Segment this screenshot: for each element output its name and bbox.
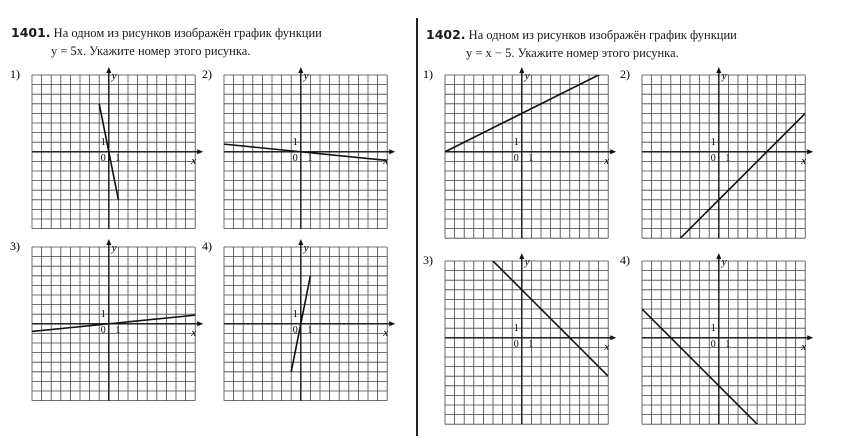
figure-number: 3) (423, 253, 433, 267)
y-axis-arrow (298, 239, 303, 245)
y-unit-label: 1 (100, 309, 106, 321)
y-axis-label: y (721, 70, 727, 82)
x-unit-label: 1 (725, 152, 731, 164)
figure-number: 4) (620, 253, 630, 267)
graph-1401-3 (10, 236, 210, 406)
x-unit-label: 1 (528, 338, 534, 350)
x-axis-label: x (604, 340, 610, 353)
figure-number: 1) (423, 67, 433, 81)
problem-1401-line1 (11, 24, 406, 42)
problem-1401-line2: y = 5x. Укажите номер этого рисунка. (51, 44, 251, 58)
x-axis-arrow (389, 149, 395, 154)
problem-1402-line2: y = x − 5. Укажите номер этого рисунка. (466, 46, 679, 60)
origin-label: 0 (100, 324, 106, 336)
figure-number: 2) (620, 67, 630, 81)
y-axis-arrow (716, 253, 721, 259)
figure-number: 2) (202, 67, 212, 81)
problem-1402-number: 1402. (426, 27, 466, 42)
problem-1402-line1 (426, 26, 821, 44)
figure-number: 4) (202, 239, 212, 253)
graph-1401-2 (202, 64, 402, 234)
y-axis-label: y (111, 70, 117, 82)
origin-label: 0 (710, 338, 716, 350)
x-axis-label: x (191, 326, 197, 339)
grid (445, 261, 608, 424)
grid (642, 75, 805, 238)
figure-number: 1) (10, 67, 20, 81)
y-axis-arrow (106, 239, 111, 245)
y-axis-label: y (303, 242, 309, 254)
x-axis-arrow (610, 335, 616, 340)
y-axis-label: y (721, 256, 727, 268)
origin-label: 0 (513, 338, 519, 350)
y-unit-label: 1 (292, 137, 298, 149)
problem-1401-number: 1401. (11, 25, 51, 40)
x-axis-arrow (610, 149, 616, 154)
y-axis-arrow (519, 67, 524, 73)
x-axis-arrow (807, 149, 813, 154)
x-unit-label: 1 (725, 338, 731, 350)
y-unit-label: 1 (710, 137, 716, 149)
x-axis-label: x (801, 340, 807, 353)
problem-1402-text1: На одном из рисунков изображён график функции (468, 28, 737, 42)
x-unit-label: 1 (307, 152, 313, 164)
origin-label: 0 (513, 152, 519, 164)
grid (445, 75, 608, 238)
y-axis-label: y (524, 70, 530, 82)
x-axis-label: x (191, 154, 197, 167)
y-axis-label: y (303, 70, 309, 82)
graph-1402-1 (423, 64, 623, 240)
origin-label: 0 (292, 152, 298, 164)
origin-label: 0 (100, 152, 106, 164)
origin-label: 0 (292, 324, 298, 336)
y-unit-label: 1 (100, 137, 106, 149)
y-axis-arrow (106, 67, 111, 73)
graph-1401-4 (202, 236, 402, 406)
y-unit-label: 1 (292, 309, 298, 321)
x-unit-label: 1 (115, 324, 121, 336)
x-axis-arrow (807, 335, 813, 340)
graph-1402-3 (423, 250, 623, 426)
page-divider (416, 18, 418, 436)
grid (642, 261, 805, 424)
problem-1401 (11, 24, 406, 60)
x-axis-label: x (383, 326, 389, 339)
y-axis-label: y (111, 242, 117, 254)
origin-label: 0 (710, 152, 716, 164)
y-axis-arrow (519, 253, 524, 259)
graph-1402-4 (620, 250, 820, 426)
y-axis-arrow (716, 67, 721, 73)
y-unit-label: 1 (513, 323, 519, 335)
x-unit-label: 1 (307, 324, 313, 336)
x-unit-label: 1 (115, 152, 121, 164)
x-axis-label: x (604, 154, 610, 167)
y-axis-label: y (524, 256, 530, 268)
y-axis-arrow (298, 67, 303, 73)
graph-1401-1 (10, 64, 210, 234)
x-unit-label: 1 (528, 152, 534, 164)
x-axis-arrow (389, 321, 395, 326)
problem-1401-text1: На одном из рисунков изображён график функции (53, 26, 322, 40)
y-unit-label: 1 (710, 323, 716, 335)
problem-1402 (426, 26, 821, 62)
figure-number: 3) (10, 239, 20, 253)
graph-1402-2 (620, 64, 820, 240)
x-axis-label: x (801, 154, 807, 167)
y-unit-label: 1 (513, 137, 519, 149)
